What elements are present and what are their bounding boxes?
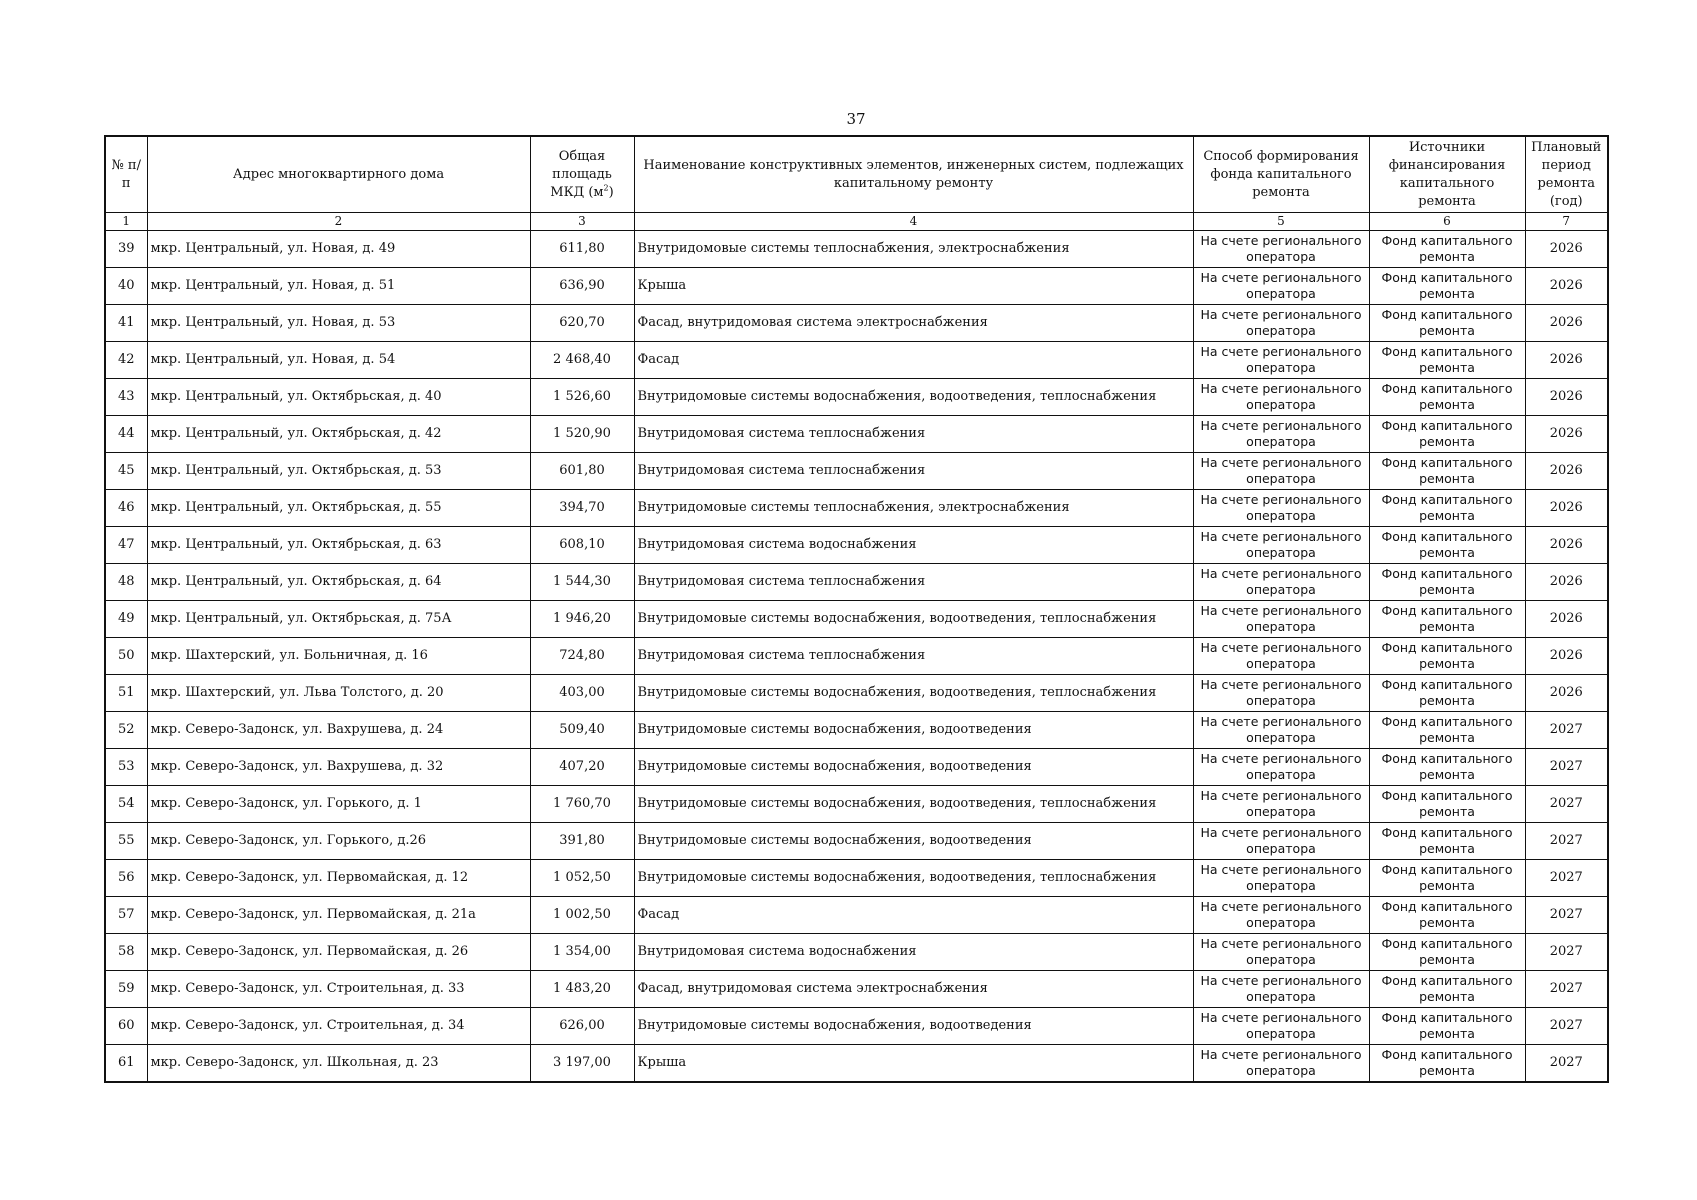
elements-cell: Фасад bbox=[634, 342, 1193, 379]
table-row bbox=[105, 1045, 1608, 1083]
funding-source-cell: Фонд капитального ремонта bbox=[1369, 601, 1525, 638]
elements-cell: Внутридомовые системы водоснабжения, водоотведения, теплоснабжения bbox=[634, 601, 1193, 638]
funding-source-cell: Фонд капитального ремонта bbox=[1369, 268, 1525, 305]
header-source: Источники финансирования капитального ремонта bbox=[1369, 136, 1525, 213]
column-number: 7 bbox=[1525, 213, 1608, 231]
planned-year-cell: 2027 bbox=[1525, 786, 1608, 823]
planned-year-cell: 2026 bbox=[1525, 564, 1608, 601]
funding-source-cell: Фонд капитального ремонта bbox=[1369, 860, 1525, 897]
row-number-cell: 45 bbox=[105, 453, 147, 490]
row-number-cell: 59 bbox=[105, 971, 147, 1008]
table-row bbox=[105, 268, 1608, 305]
planned-year-cell: 2027 bbox=[1525, 971, 1608, 1008]
elements-cell: Фасад, внутридомовая система электроснабжения bbox=[634, 971, 1193, 1008]
funding-source-cell: Фонд капитального ремонта bbox=[1369, 1045, 1525, 1083]
area-cell: 394,70 bbox=[530, 490, 634, 527]
area-cell: 608,10 bbox=[530, 527, 634, 564]
funding-method-cell: На счете регионального оператора bbox=[1193, 601, 1369, 638]
funding-source-cell: Фонд капитального ремонта bbox=[1369, 305, 1525, 342]
area-cell: 601,80 bbox=[530, 453, 634, 490]
planned-year-cell: 2026 bbox=[1525, 601, 1608, 638]
funding-source-cell: Фонд капитального ремонта bbox=[1369, 564, 1525, 601]
column-number: 4 bbox=[634, 213, 1193, 231]
address-cell: мкр. Шахтерский, ул. Больничная, д. 16 bbox=[147, 638, 530, 675]
planned-year-cell: 2026 bbox=[1525, 527, 1608, 564]
address-cell: мкр. Шахтерский, ул. Льва Толстого, д. 20 bbox=[147, 675, 530, 712]
page-number: 37 bbox=[846, 110, 866, 128]
elements-cell: Внутридомовые системы водоснабжения, водоотведения, теплоснабжения bbox=[634, 379, 1193, 416]
row-number-cell: 56 bbox=[105, 860, 147, 897]
elements-cell: Фасад bbox=[634, 897, 1193, 934]
header-elements: Наименование конструктивных элементов, инженерных систем, подлежащих капитальному ремонту bbox=[634, 136, 1193, 213]
funding-method-cell: На счете регионального оператора bbox=[1193, 1045, 1369, 1083]
elements-cell: Внутридомовые системы теплоснабжения, электроснабжения bbox=[634, 490, 1193, 527]
planned-year-cell: 2026 bbox=[1525, 490, 1608, 527]
address-cell: мкр. Центральный, ул. Октябрьская, д. 63 bbox=[147, 527, 530, 564]
funding-source-cell: Фонд капитального ремонта bbox=[1369, 823, 1525, 860]
funding-method-cell: На счете регионального оператора bbox=[1193, 860, 1369, 897]
header-method: Способ формирования фонда капитального ремонта bbox=[1193, 136, 1369, 213]
funding-source-cell: Фонд капитального ремонта bbox=[1369, 971, 1525, 1008]
address-cell: мкр. Северо-Задонск, ул. Первомайская, д. 21а bbox=[147, 897, 530, 934]
funding-method-cell: На счете регионального оператора bbox=[1193, 268, 1369, 305]
planned-year-cell: 2026 bbox=[1525, 416, 1608, 453]
column-number-row bbox=[105, 213, 1608, 231]
table-row bbox=[105, 675, 1608, 712]
table-row bbox=[105, 564, 1608, 601]
funding-source-cell: Фонд капитального ремонта bbox=[1369, 342, 1525, 379]
row-number-cell: 47 bbox=[105, 527, 147, 564]
area-cell: 1 483,20 bbox=[530, 971, 634, 1008]
table-row bbox=[105, 379, 1608, 416]
header-address: Адрес многоквартирного дома bbox=[147, 136, 530, 213]
funding-source-cell: Фонд капитального ремонта bbox=[1369, 897, 1525, 934]
address-cell: мкр. Центральный, ул. Новая, д. 54 bbox=[147, 342, 530, 379]
row-number-cell: 60 bbox=[105, 1008, 147, 1045]
header-area-sup: 2 bbox=[603, 183, 609, 193]
planned-year-cell: 2026 bbox=[1525, 305, 1608, 342]
elements-cell: Внутридомовая система теплоснабжения bbox=[634, 453, 1193, 490]
table-row bbox=[105, 490, 1608, 527]
column-number: 1 bbox=[105, 213, 147, 231]
row-number-cell: 39 bbox=[105, 231, 147, 268]
address-cell: мкр. Северо-Задонск, ул. Первомайская, д. 26 bbox=[147, 934, 530, 971]
planned-year-cell: 2027 bbox=[1525, 934, 1608, 971]
planned-year-cell: 2027 bbox=[1525, 1008, 1608, 1045]
funding-method-cell: На счете регионального оператора bbox=[1193, 231, 1369, 268]
elements-cell: Крыша bbox=[634, 268, 1193, 305]
row-number-cell: 48 bbox=[105, 564, 147, 601]
table-row bbox=[105, 897, 1608, 934]
row-number-cell: 55 bbox=[105, 823, 147, 860]
row-number-cell: 58 bbox=[105, 934, 147, 971]
address-cell: мкр. Центральный, ул. Октябрьская, д. 55 bbox=[147, 490, 530, 527]
address-cell: мкр. Северо-Задонск, ул. Горького, д. 1 bbox=[147, 786, 530, 823]
area-cell: 636,90 bbox=[530, 268, 634, 305]
area-cell: 3 197,00 bbox=[530, 1045, 634, 1083]
table-row bbox=[105, 1008, 1608, 1045]
area-cell: 1 520,90 bbox=[530, 416, 634, 453]
elements-cell: Внутридомовые системы водоснабжения, водоотведения, теплоснабжения bbox=[634, 675, 1193, 712]
area-cell: 620,70 bbox=[530, 305, 634, 342]
planned-year-cell: 2026 bbox=[1525, 342, 1608, 379]
header-row bbox=[105, 136, 1608, 213]
planned-year-cell: 2027 bbox=[1525, 823, 1608, 860]
column-number: 5 bbox=[1193, 213, 1369, 231]
elements-cell: Внутридомовая система водоснабжения bbox=[634, 934, 1193, 971]
planned-year-cell: 2027 bbox=[1525, 749, 1608, 786]
funding-method-cell: На счете регионального оператора bbox=[1193, 934, 1369, 971]
planned-year-cell: 2026 bbox=[1525, 379, 1608, 416]
planned-year-cell: 2026 bbox=[1525, 453, 1608, 490]
table-row bbox=[105, 527, 1608, 564]
funding-source-cell: Фонд капитального ремонта bbox=[1369, 379, 1525, 416]
row-number-cell: 51 bbox=[105, 675, 147, 712]
address-cell: мкр. Северо-Задонск, ул. Школьная, д. 23 bbox=[147, 1045, 530, 1083]
funding-source-cell: Фонд капитального ремонта bbox=[1369, 453, 1525, 490]
table-body bbox=[105, 231, 1608, 1083]
area-cell: 407,20 bbox=[530, 749, 634, 786]
funding-source-cell: Фонд капитального ремонта bbox=[1369, 934, 1525, 971]
funding-source-cell: Фонд капитального ремонта bbox=[1369, 712, 1525, 749]
area-cell: 1 946,20 bbox=[530, 601, 634, 638]
funding-source-cell: Фонд капитального ремонта bbox=[1369, 416, 1525, 453]
area-cell: 391,80 bbox=[530, 823, 634, 860]
table-row bbox=[105, 305, 1608, 342]
header-number: № п/п bbox=[105, 136, 147, 213]
table-header bbox=[105, 136, 1608, 231]
address-cell: мкр. Центральный, ул. Новая, д. 53 bbox=[147, 305, 530, 342]
column-number: 2 bbox=[147, 213, 530, 231]
table-row bbox=[105, 786, 1608, 823]
funding-method-cell: На счете регионального оператора bbox=[1193, 564, 1369, 601]
address-cell: мкр. Северо-Задонск, ул. Строительная, д. 34 bbox=[147, 1008, 530, 1045]
funding-method-cell: На счете регионального оператора bbox=[1193, 749, 1369, 786]
planned-year-cell: 2026 bbox=[1525, 638, 1608, 675]
elements-cell: Фасад, внутридомовая система электроснабжения bbox=[634, 305, 1193, 342]
area-cell: 1 002,50 bbox=[530, 897, 634, 934]
row-number-cell: 52 bbox=[105, 712, 147, 749]
funding-source-cell: Фонд капитального ремонта bbox=[1369, 786, 1525, 823]
row-number-cell: 46 bbox=[105, 490, 147, 527]
planned-year-cell: 2026 bbox=[1525, 675, 1608, 712]
area-cell: 626,00 bbox=[530, 1008, 634, 1045]
funding-method-cell: На счете регионального оператора bbox=[1193, 1008, 1369, 1045]
header-area bbox=[530, 136, 634, 213]
elements-cell: Внутридомовые системы водоснабжения, водоотведения, теплоснабжения bbox=[634, 786, 1193, 823]
row-number-cell: 57 bbox=[105, 897, 147, 934]
row-number-cell: 42 bbox=[105, 342, 147, 379]
elements-cell: Внутридомовая система водоснабжения bbox=[634, 527, 1193, 564]
address-cell: мкр. Северо-Задонск, ул. Строительная, д. 33 bbox=[147, 971, 530, 1008]
elements-cell: Внутридомовые системы водоснабжения, водоотведения bbox=[634, 749, 1193, 786]
table-row bbox=[105, 934, 1608, 971]
elements-cell: Внутридомовая система теплоснабжения bbox=[634, 416, 1193, 453]
address-cell: мкр. Центральный, ул. Октябрьская, д. 53 bbox=[147, 453, 530, 490]
row-number-cell: 44 bbox=[105, 416, 147, 453]
address-cell: мкр. Центральный, ул. Новая, д. 49 bbox=[147, 231, 530, 268]
funding-method-cell: На счете регионального оператора bbox=[1193, 527, 1369, 564]
funding-method-cell: На счете регионального оператора bbox=[1193, 712, 1369, 749]
address-cell: мкр. Центральный, ул. Октябрьская, д. 75А bbox=[147, 601, 530, 638]
area-cell: 1 544,30 bbox=[530, 564, 634, 601]
elements-cell: Внутридомовые системы водоснабжения, водоотведения bbox=[634, 712, 1193, 749]
elements-cell: Крыша bbox=[634, 1045, 1193, 1083]
funding-source-cell: Фонд капитального ремонта bbox=[1369, 749, 1525, 786]
table-row bbox=[105, 749, 1608, 786]
area-cell: 509,40 bbox=[530, 712, 634, 749]
elements-cell: Внутридомовые системы теплоснабжения, электроснабжения bbox=[634, 231, 1193, 268]
address-cell: мкр. Центральный, ул. Октябрьская, д. 42 bbox=[147, 416, 530, 453]
table-row bbox=[105, 342, 1608, 379]
funding-method-cell: На счете регионального оператора bbox=[1193, 379, 1369, 416]
funding-source-cell: Фонд капитального ремонта bbox=[1369, 675, 1525, 712]
funding-method-cell: На счете регионального оператора bbox=[1193, 675, 1369, 712]
table-row bbox=[105, 860, 1608, 897]
repair-register-table bbox=[104, 135, 1609, 1083]
funding-source-cell: Фонд капитального ремонта bbox=[1369, 1008, 1525, 1045]
funding-source-cell: Фонд капитального ремонта bbox=[1369, 231, 1525, 268]
table-row bbox=[105, 971, 1608, 1008]
area-cell: 1 760,70 bbox=[530, 786, 634, 823]
elements-cell: Внутридомовые системы водоснабжения, водоотведения bbox=[634, 823, 1193, 860]
elements-cell: Внутридомовая система теплоснабжения bbox=[634, 564, 1193, 601]
area-cell: 403,00 bbox=[530, 675, 634, 712]
table-row bbox=[105, 416, 1608, 453]
table-row bbox=[105, 601, 1608, 638]
funding-method-cell: На счете регионального оператора bbox=[1193, 490, 1369, 527]
header-year: Плановый период ремонта (год) bbox=[1525, 136, 1608, 213]
table-row bbox=[105, 231, 1608, 268]
area-cell: 2 468,40 bbox=[530, 342, 634, 379]
funding-method-cell: На счете регионального оператора bbox=[1193, 416, 1369, 453]
elements-cell: Внутридомовая система теплоснабжения bbox=[634, 638, 1193, 675]
row-number-cell: 43 bbox=[105, 379, 147, 416]
planned-year-cell: 2027 bbox=[1525, 712, 1608, 749]
elements-cell: Внутридомовые системы водоснабжения, водоотведения, теплоснабжения bbox=[634, 860, 1193, 897]
header-area-end: ) bbox=[608, 184, 614, 200]
row-number-cell: 54 bbox=[105, 786, 147, 823]
address-cell: мкр. Северо-Задонск, ул. Вахрушева, д. 32 bbox=[147, 749, 530, 786]
column-number: 6 bbox=[1369, 213, 1525, 231]
funding-method-cell: На счете регионального оператора bbox=[1193, 342, 1369, 379]
funding-source-cell: Фонд капитального ремонта bbox=[1369, 490, 1525, 527]
area-cell: 1 526,60 bbox=[530, 379, 634, 416]
planned-year-cell: 2027 bbox=[1525, 1045, 1608, 1083]
funding-method-cell: На счете регионального оператора bbox=[1193, 897, 1369, 934]
planned-year-cell: 2027 bbox=[1525, 897, 1608, 934]
area-cell: 611,80 bbox=[530, 231, 634, 268]
funding-method-cell: На счете регионального оператора bbox=[1193, 823, 1369, 860]
header-area-text: Общая площадь МКД (м bbox=[550, 148, 612, 200]
address-cell: мкр. Центральный, ул. Новая, д. 51 bbox=[147, 268, 530, 305]
table-row bbox=[105, 823, 1608, 860]
row-number-cell: 49 bbox=[105, 601, 147, 638]
funding-method-cell: На счете регионального оператора bbox=[1193, 453, 1369, 490]
funding-method-cell: На счете регионального оператора bbox=[1193, 305, 1369, 342]
address-cell: мкр. Центральный, ул. Октябрьская, д. 40 bbox=[147, 379, 530, 416]
funding-source-cell: Фонд капитального ремонта bbox=[1369, 638, 1525, 675]
table-row bbox=[105, 453, 1608, 490]
funding-source-cell: Фонд капитального ремонта bbox=[1369, 527, 1525, 564]
address-cell: мкр. Северо-Задонск, ул. Вахрушева, д. 24 bbox=[147, 712, 530, 749]
row-number-cell: 61 bbox=[105, 1045, 147, 1083]
row-number-cell: 53 bbox=[105, 749, 147, 786]
funding-method-cell: На счете регионального оператора bbox=[1193, 971, 1369, 1008]
table-row bbox=[105, 712, 1608, 749]
funding-method-cell: На счете регионального оператора bbox=[1193, 638, 1369, 675]
table-row bbox=[105, 638, 1608, 675]
area-cell: 1 052,50 bbox=[530, 860, 634, 897]
area-cell: 1 354,00 bbox=[530, 934, 634, 971]
planned-year-cell: 2027 bbox=[1525, 860, 1608, 897]
column-number: 3 bbox=[530, 213, 634, 231]
address-cell: мкр. Северо-Задонск, ул. Первомайская, д. 12 bbox=[147, 860, 530, 897]
funding-method-cell: На счете регионального оператора bbox=[1193, 786, 1369, 823]
planned-year-cell: 2026 bbox=[1525, 231, 1608, 268]
address-cell: мкр. Центральный, ул. Октябрьская, д. 64 bbox=[147, 564, 530, 601]
planned-year-cell: 2026 bbox=[1525, 268, 1608, 305]
row-number-cell: 41 bbox=[105, 305, 147, 342]
elements-cell: Внутридомовые системы водоснабжения, водоотведения bbox=[634, 1008, 1193, 1045]
address-cell: мкр. Северо-Задонск, ул. Горького, д.26 bbox=[147, 823, 530, 860]
row-number-cell: 40 bbox=[105, 268, 147, 305]
area-cell: 724,80 bbox=[530, 638, 634, 675]
row-number-cell: 50 bbox=[105, 638, 147, 675]
